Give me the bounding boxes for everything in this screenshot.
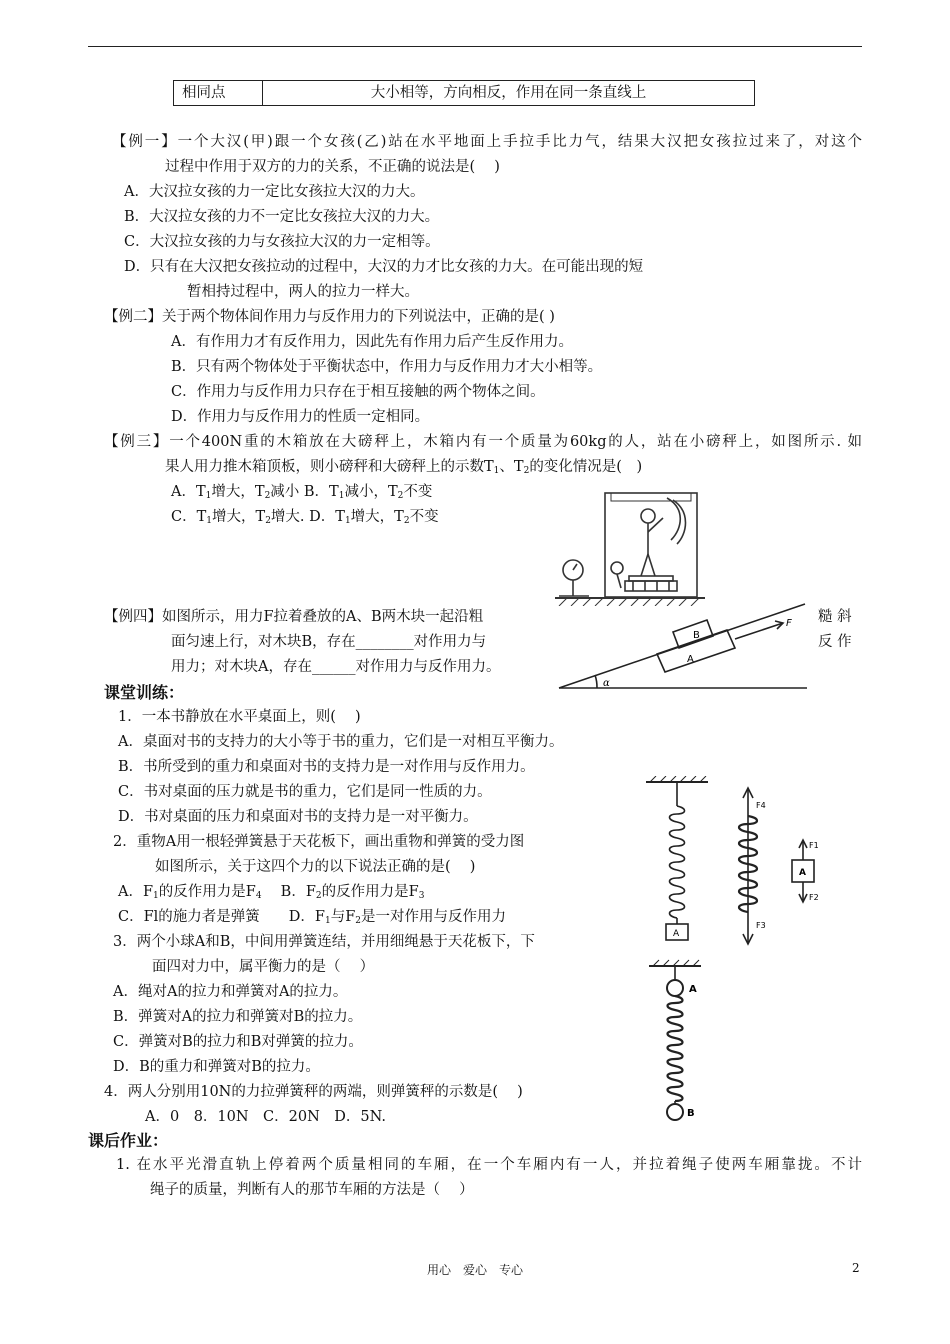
example3-line1: 【例三】一个400N重的木箱放在大磅秤上，木箱内有一个质量为60kg的人，站在小磅秤上，如图所示. 如: [104, 434, 862, 450]
homework-heading: 课后作业：: [88, 1131, 169, 1150]
example2-option-d: D．作用力与反作用力的性质一定相同。: [171, 409, 430, 425]
practice-q2-line2: 如图所示，关于这四个力的以下说法正确的是( ): [155, 859, 476, 875]
practice-q1-option-b: B．书所受到的重力和桌面对书的支持力是一对作用与反作用力。: [118, 759, 535, 775]
example2-option-c: C．作用力与反作用力只存在于相互接触的两个物体之间。: [171, 384, 545, 400]
homework-q1-line1: 1. 在水平光滑直轨上停着两个质量相同的车厢，在一个车厢内有一人，并拉着绳子使两车厢靠拢。不计: [116, 1157, 862, 1173]
footer-motto: 用心 爱心 专心: [426, 1263, 523, 1277]
practice-q3-line1: 3．两个小球A和B，中间用弹簧连结，并用细绳悬于天花板下，下: [113, 934, 535, 950]
example3-options-ab: A．$T_1$增大，$T_2$减小 B．$T_1$减小，$T_2$不变: [171, 484, 433, 501]
example1-line2: 过程中作用于双方的力的关系，不正确的说法是( ): [165, 159, 500, 175]
practice-q1-option-d: D．书对桌面的压力和桌面对书的支持力是一对平衡力。: [118, 809, 478, 825]
block-a-label: A: [687, 654, 694, 665]
f1-label: F1: [809, 841, 819, 850]
table-value-cell: 大小相等，方向相反，作用在同一条直线上: [370, 85, 647, 101]
example3-options-cd: C．$T_1$增大，$T_2$增大. D．$T_1$增大，$T_2$不变: [171, 509, 439, 526]
example1-option-a: A．大汉拉女孩的力一定比女孩拉大汉的力大。: [124, 184, 425, 200]
comparison-table-row: [173, 80, 755, 106]
balls-spring-figure: [645, 958, 725, 1126]
page-number: 2: [852, 1261, 860, 1275]
scales-box-figure: [555, 488, 705, 606]
force-f-label: F: [786, 618, 792, 629]
practice-q1-option-c: C．书对桌面的压力就是书的重力，它们是同一性质的力。: [118, 784, 492, 800]
practice-q3-line2: 面四对力中，属平衡力的是（ ）: [152, 959, 375, 975]
example4-line2: 面匀速上行，对木块B，存在________对作用力与: [171, 634, 487, 650]
example1-line1: 【例一】一个大汉(甲)跟一个女孩(乙)站在水平地面上手拉手比力气，结果大汉把女孩拉过来了，对这个: [112, 134, 862, 150]
practice-q2-options-cd: C．Fl的施力者是弹簧 D．$F_1$与$F_2$是一对作用与反作用力: [118, 909, 507, 926]
incline-blocks-figure: [557, 596, 809, 692]
weight-a-label: A: [673, 929, 680, 939]
block-a-free-body-label: A: [799, 868, 806, 878]
practice-q2-line1: 2．重物A用一根轻弹簧悬于天花板下，画出重物和弹簧的受力图: [113, 834, 525, 850]
angle-label: α: [603, 678, 610, 689]
practice-heading: 课堂训练：: [104, 683, 185, 702]
example4-line3: 用力；对木块A，存在______对作用力与反作用力。: [171, 659, 501, 675]
practice-q3-option-d: D．B的重力和弹簧对B的拉力。: [113, 1059, 320, 1075]
f2-label: F2: [809, 893, 819, 902]
example1-option-c: C．大汉拉女孩的力与女孩拉大汉的力一定相等。: [124, 234, 440, 250]
example2-option-b: B．只有两个物体处于平衡状态中，作用力与反作用力才大小相等。: [171, 359, 603, 375]
practice-q3-option-a: A．绳对A的拉力和弹簧对A的拉力。: [113, 984, 348, 1000]
homework-q1-line2: 绳子的质量，判断有人的那节车厢的方法是（ ）: [150, 1182, 474, 1198]
example1-option-b: B．大汉拉女孩的力不一定比女孩拉大汉的力大。: [124, 209, 440, 225]
practice-q3-option-b: B．弹簧对A的拉力和弹簧对B的拉力。: [113, 1009, 363, 1025]
header-rule: [88, 46, 862, 47]
block-b-label: B: [693, 630, 700, 641]
example1-option-d-line2: 暂相持过程中，两人的拉力一样大。: [187, 284, 419, 300]
practice-q1: 1．一本书静放在水平桌面上，则( ): [118, 709, 361, 725]
f3-label: F3: [756, 921, 766, 930]
table-label-cell: 相同点: [174, 81, 263, 105]
example3-line2: 果人用力推木箱顶板，则小磅秤和大磅秤上的示数$T_1$、$T_2$的变化情况是( ): [165, 459, 643, 476]
example4-line1: 【例四】如图所示，用力F拉着叠放的A、B两木块一起沿粗: [104, 609, 484, 625]
practice-q2-options-ab: A．$F_1$的反作用力是$F_4$ B．$F_2$的反作用力是$F_3$: [118, 884, 425, 901]
ball-a-label: A: [689, 984, 697, 995]
example4-line1-right: 糙 斜: [818, 609, 852, 625]
example2-line1: 【例二】关于两个物体间作用力与反作用力的下列说法中，正确的是( ): [104, 309, 555, 325]
example2-option-a: A．有作用力才有反作用力，因此先有作用力后产生反作用力。: [171, 334, 573, 350]
practice-q3-option-c: C．弹簧对B的拉力和B对弹簧的拉力。: [113, 1034, 363, 1050]
example4-line2-right: 反 作: [818, 634, 852, 650]
spring-force-figure: [640, 776, 850, 948]
ball-b-label: B: [687, 1108, 695, 1119]
example1-option-d-line1: D．只有在大汉把女孩拉动的过程中，大汉的力才比女孩的力大。在可能出现的短: [124, 259, 644, 275]
practice-q1-option-a: A．桌面对书的支持力的大小等于书的重力，它们是一对相互平衡力。: [118, 734, 564, 750]
practice-q4-options: A．0 8．10N C．20N D．5N.: [145, 1109, 387, 1125]
practice-q4: 4．两人分别用10N的力拉弹簧秤的两端，则弹簧秤的示数是( ): [104, 1084, 523, 1100]
f4-label: F4: [756, 801, 766, 810]
